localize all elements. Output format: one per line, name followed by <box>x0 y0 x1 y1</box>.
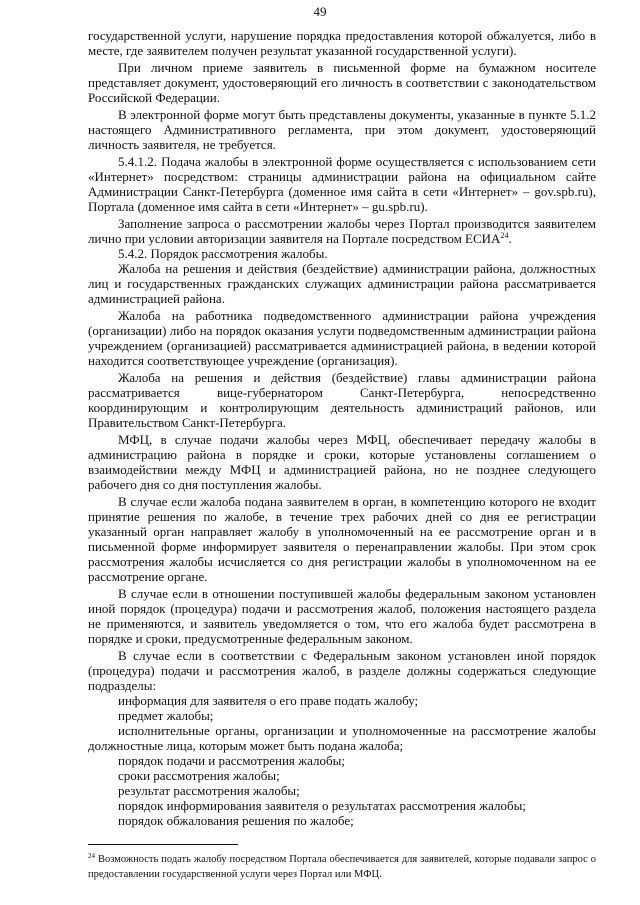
paragraph-12: В случае если в отношении поступившей жалобы федеральным законом установлен иной порядок (процедура) подачи и рассмотрения жалоб, положения настоящего раздела не применяются, и заявитель уведомляется о том, что его жалоба будет рассмотрена в порядке и сроки, предусмотренные федеральным законом. <box>88 586 596 646</box>
list-item: предмет жалобы; <box>118 708 214 723</box>
paragraph-1: государственной услуги, нарушение порядка предоставления которой обжалуется, либо в месте, где заявителем получен результат указанной государственной услуги). <box>88 28 596 58</box>
footnote-separator <box>88 844 238 845</box>
paragraph-4: 5.4.1.2. Подача жалобы в электронной форме осуществляется с использованием сети «Интернет» посредством: страницы администрации района на официальном сайте Администрации Санкт-Петербурга (доменное имя сайта в сети «Интернет» – gov.spb.ru), Портала (доменное имя сайта в сети «Интернет» – gu.spb.ru). <box>88 154 596 214</box>
paragraph-8: Жалоба на работника подведомственного администрации района учреждения (организации) либо на порядок оказания услуги подведомственным администрации района учреждением (организацией) рассматривается администрацией района, в ведении которой находится соответствующее учреждение (организация). <box>88 308 596 368</box>
list-item: результат рассмотрения жалобы; <box>118 783 300 798</box>
list-item: информация для заявителя о его праве подать жалобу; <box>118 693 419 708</box>
paragraph-5-end: . <box>508 231 512 246</box>
list-item: порядок обжалования решения по жалобе; <box>118 813 354 828</box>
paragraph-2: При личном приеме заявитель в письменной форме на бумажном носителе представляет документ, удостоверяющий его личность в соответствии с законодательством Российской Федерации. <box>88 60 596 105</box>
list-item: сроки рассмотрения жалобы; <box>118 768 280 783</box>
footnote <box>88 852 596 882</box>
paragraph-13: В случае если в соответствии с Федеральным законом установлен иной порядок (процедура) подачи и рассмотрения жалоб, в разделе должны содержаться следующие подразделы: <box>88 648 596 693</box>
list-item: исполнительные органы, организации и уполномоченные на рассмотрение жалобы должностные лица, которым может быть подана жалоба; <box>88 723 596 753</box>
footnote-text: Возможность подать жалобу посредством Портала обеспечивается для заявителей, которые подавали запрос о предоставлении государственной услуги через Портал или МФЦ. <box>88 854 596 880</box>
list-item: порядок подачи и рассмотрения жалобы; <box>118 753 345 768</box>
paragraph-10: МФЦ, в случае подачи жалобы через МФЦ, обеспечивает передачу жалобы в администрацию района в порядке и сроки, которые установлены соглашением о взаимодействии между МФЦ и администрацией района, но не позднее следующего рабочего дня со дня поступления жалобы. <box>88 432 596 492</box>
document-body <box>88 28 596 828</box>
list-item: порядок информирования заявителя о результатах рассмотрения жалобы; <box>118 798 526 813</box>
paragraph-5 <box>88 216 596 246</box>
footnote-reference: 24 <box>500 231 509 240</box>
paragraph-7: Жалоба на решения и действия (бездействие) администрации района, должностных лиц и государственных гражданских служащих администрации района рассматривается администрацией района. <box>88 261 596 306</box>
section-heading: 5.4.2. Порядок рассмотрения жалобы. <box>118 246 328 261</box>
paragraph-5-text: Заполнение запроса о рассмотрении жалобы через Портал производится заявителем лично при условии авторизации заявителя на Портале посредством ЕСИА <box>88 216 596 246</box>
paragraph-11: В случае если жалоба подана заявителем в орган, в компетенцию которого не входит принятие решения по жалобе, в течение трех рабочих дней со дня ее регистрации указанный орган направляет жалобу в уполномоченный на ее рассмотрение орган и в письменной форме информирует заявителя о перенаправлении жалобы. При этом срок рассмотрения жалобы исчисляется со дня регистрации жалобы в уполномоченном на ее рассмотрение органе. <box>88 494 596 584</box>
page-number: 49 <box>313 4 327 19</box>
footnote-marker: 24 <box>88 852 95 860</box>
paragraph-3: В электронной форме могут быть представлены документы, указанные в пункте 5.1.2 настоящего Административного регламента, при этом документ, удостоверяющий личность заявителя, не требуется. <box>88 107 596 152</box>
paragraph-9: Жалоба на решения и действия (бездействие) главы администрации района рассматривается вице-губернатором Санкт-Петербурга, непосредственно координирующим и контролирующим деятельность администраций районов, или Правительством Санкт-Петербурга. <box>88 370 596 430</box>
